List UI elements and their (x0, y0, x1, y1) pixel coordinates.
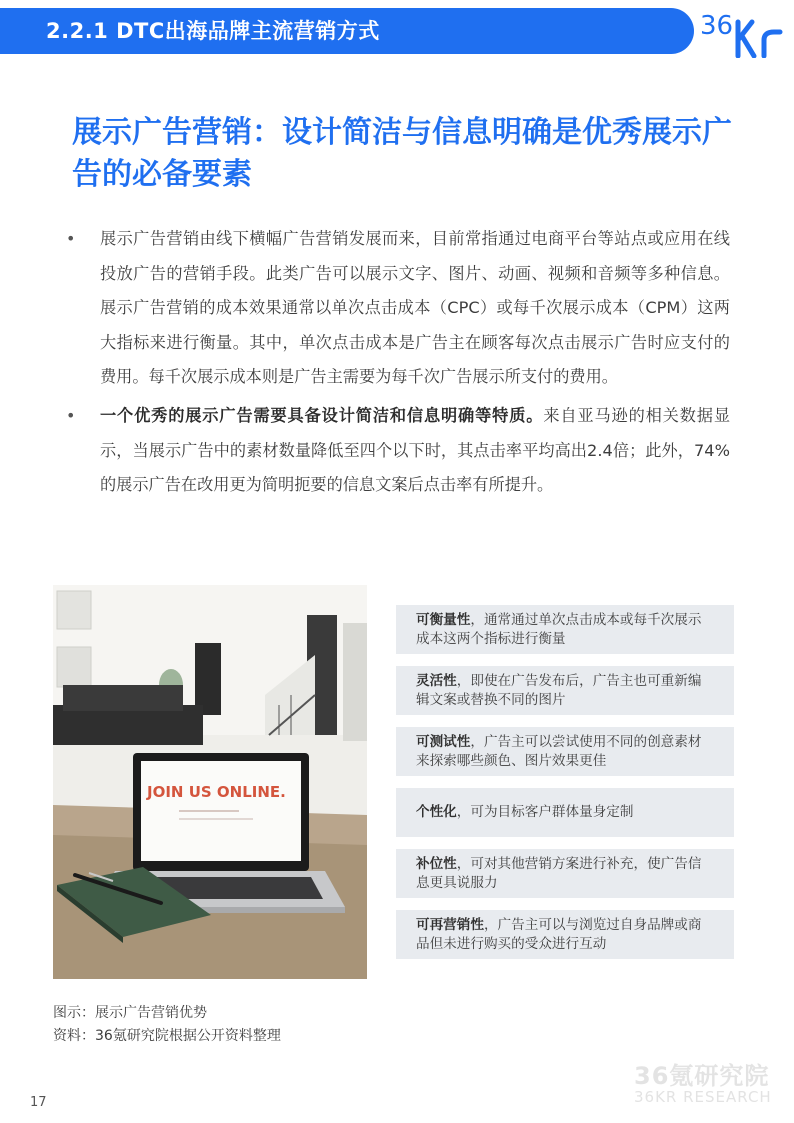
advantage-text (416, 672, 714, 710)
advantage-card (396, 910, 734, 959)
advantage-card (396, 727, 734, 776)
advantage-text (416, 611, 714, 649)
figure-caption: 图示：展示广告营销优势 (53, 1005, 207, 1021)
advantage-desc: ，即使在广告发布后，广告主也可重新编辑文案或替换不同的图片 (416, 672, 702, 708)
advantage-card (396, 666, 734, 715)
advantage-title: 灵活性 (416, 672, 457, 689)
advantage-desc: ，可对其他营销方案进行补充，使广告信息更具说服力 (416, 855, 702, 891)
advantage-desc: ，通常通过单次点击成本或每千次展示成本这两个指标进行衡量 (416, 611, 702, 647)
advantage-title: 可测试性 (416, 733, 471, 750)
page-number: 17 (30, 1095, 47, 1110)
advantage-text (416, 733, 714, 771)
bullet-text: 展示广告营销由线下横幅广告营销发展而来，目前常指通过电商平台等站点或应用在线投放广告的营销手段。此类广告可以展示文字、图片、动画、视频和音频等多种信息。展示广告营销的成本效果通常以单次点击成本（CPC）或每千次展示成本（CPM）这两大指标来进行衡量。其中，单次点击成本是广告主在顾客每次点击展示广告时应支付的费用。每千次展示成本则是广告主需要为每千次广告展示所支付的费用。 (100, 229, 730, 387)
section-title: 2.2.1 DTC出海品牌主流营销方式 (46, 19, 380, 43)
advantage-card (396, 788, 734, 837)
bullet-dot-icon: • (66, 405, 76, 425)
page-title: 展示广告营销：设计简洁与信息明确是优秀展示广告的必备要素 (72, 115, 732, 192)
bullet-item (66, 222, 730, 395)
advantage-title: 可衡量性 (416, 611, 471, 628)
header-bar (0, 8, 694, 54)
bullet-text: 来自亚马逊的相关数据显示，当展示广告中的素材数量降低至四个以下时，其点击率平均高出2.4倍；此外，74%的展示广告在改用更为简明扼要的信息文案后点击率有所提升。 (100, 405, 731, 495)
advantage-desc: ，可为目标客户群体量身定制 (456, 804, 634, 820)
laptop-photo (53, 585, 367, 979)
advantages-list (396, 605, 734, 971)
advantage-card (396, 849, 734, 898)
advantage-text (416, 803, 634, 822)
advantage-desc: ，广告主可以与浏览过自身品牌或商品但未进行购买的受众进行互动 (416, 916, 702, 952)
watermark-en: 36KR RESEARCH (634, 1088, 772, 1106)
advantage-card (396, 605, 734, 654)
advantage-text (416, 855, 714, 893)
logo-text-36: 36 (700, 11, 734, 41)
advantage-title: 个性化 (416, 804, 457, 820)
bullet-list (66, 222, 730, 507)
bullet-dot-icon: • (66, 229, 76, 248)
laptop-screen-text: JOIN US ONLINE. (147, 783, 286, 801)
brand-logo (698, 2, 794, 58)
bullet-item (66, 399, 730, 503)
advantage-title: 补位性 (416, 855, 457, 872)
advantage-desc: ，广告主可以尝试使用不同的创意素材来探索哪些颜色、图片效果更佳 (416, 733, 702, 769)
source-caption: 资料：36氪研究院根据公开资料整理 (53, 1028, 281, 1044)
advantage-title: 可再营销性 (416, 916, 484, 933)
bullet-bold-text: 一个优秀的展示广告需要具备设计简洁和信息明确等特质。 (100, 405, 544, 425)
watermark-cn: 36氪研究院 (634, 1062, 770, 1090)
advantage-text (416, 916, 714, 954)
